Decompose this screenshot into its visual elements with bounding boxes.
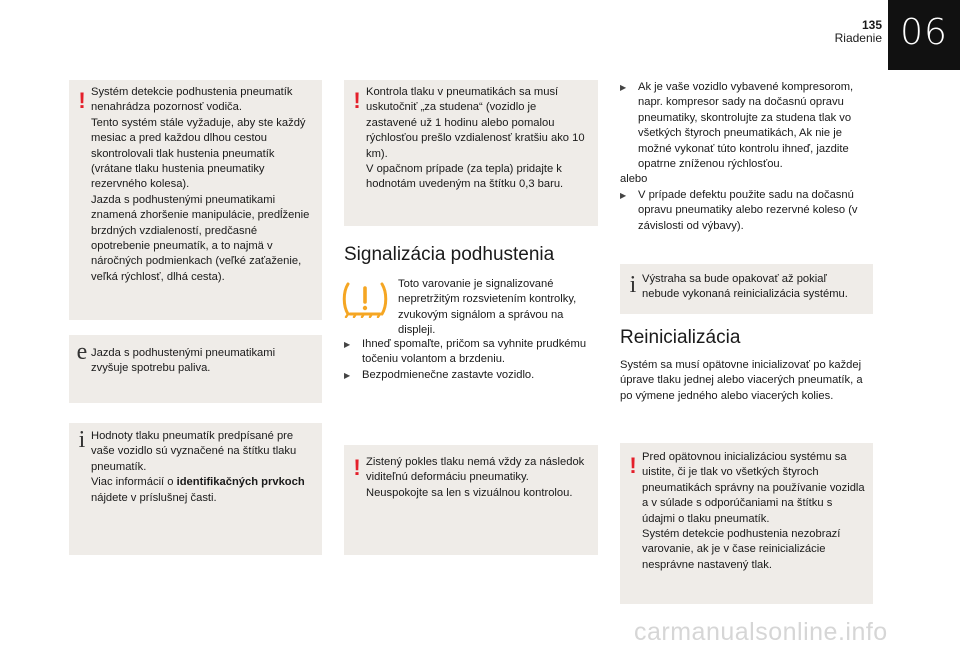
eco-box <box>69 335 322 403</box>
info-text-part2: nájdete v príslušnej časti. <box>91 491 217 504</box>
instruction-repair-kit: ▶ V prípade defektu použite sadu na dočasnú opravu pneumatiky alebo rezervné koleso (v závislosti od výbavy). <box>620 188 878 234</box>
signal-instructions <box>344 337 594 383</box>
instruction-slow-down: ▶ Ihneď spomaľte, pričom sa vyhnite prudkému točeniu volantom a brzdeniu. <box>344 337 594 368</box>
info-box-pressure-values <box>69 423 322 555</box>
warning-box-text: Pred opätovnou inicializáciou systému sa uistite, či je tlak vo všetkých štyroch pneumatikách správny na používanie vozidla a v súlade s odporúčaniami na štítku s údajmi o tlaku pneumatík. Systém detekcie podhustenia nezobrazí varovanie, ak je v čase reinicializácie nesprávne nastavený tlak. <box>642 451 865 571</box>
heading-reinitialization: Reinicializácia <box>620 327 741 348</box>
info-text-part1: Hodnoty tlaku pneumatík predpísané pre vaše vozidlo sú vyznačené na štítku tlaku pneumatík. Viac informácií o <box>91 430 297 489</box>
right-instructions <box>620 80 878 234</box>
tire-pressure-warning-icon <box>342 280 388 318</box>
warning-box-cold-check <box>344 80 598 226</box>
warning-box-text: Systém detekcie podhustenia pneumatík nenahrádza pozornosť vodiča. Tento systém stále vyžaduje, aby ste každý mesiac a pred každou dlhou cestou skontrolovali tlak hustenia pneumatík (vrátane tlaku hustenia pneumatiky rezervného kolesa). Jazda s podhustenými pneumatikami znamená zhoršenie manipulácie, predĺženie brzdných vzdialeností, predčasné opotrebenie pneumatík, a to najmä v náročných podmienkach (veľké zaťaženie, veľká rýchlosť, dlhá cesta). <box>91 86 310 283</box>
warning-box-text: Zistený pokles tlaku nemá vždy za následok viditeľnú deformáciu pneumatiky. Neuspokojte sa len s vizuálnou kontrolou. <box>366 456 585 499</box>
info-box-text <box>91 429 314 506</box>
info-box-repeat-warning <box>620 264 873 314</box>
heading-underinflation-signal: Signalizácia podhustenia <box>344 244 555 265</box>
watermark: carmanualsonline.info <box>634 618 888 646</box>
instruction-compressor: ▶ Ak je vaše vozidlo vybavené kompresorom, napr. kompresor sady na dočasnú opravu pneumatiky, skontrolujte za studena tlak vo všetkých štyroch pneumatikách, Ak nie je možné vykonať túto kontrolu ihneď, jazdite opatrne zníženou rýchlosťou. <box>620 80 878 172</box>
eco-leaf-icon: e <box>76 339 88 365</box>
warning-box-detection <box>69 80 322 320</box>
page-number: 135 <box>861 18 882 32</box>
info-text-bold: identifikačných prvkoch <box>176 476 305 489</box>
section-title: Riadenie <box>834 31 882 45</box>
info-box-text: Výstraha sa bude opakovať až pokiaľ nebude vykonaná reinicializácia systému. <box>642 273 848 301</box>
warning-icon: ! <box>353 88 361 113</box>
info-icon: i <box>629 272 637 298</box>
reinit-description: Systém sa musí opätovne inicializovať po každej úprave tlaku jednej alebo viacerých pneumatík, a po výmene jedného alebo viacerých kolies. <box>620 359 863 402</box>
warning-box-text: Kontrola tlaku v pneumatikách sa musí uskutočniť „za studena“ (vozidlo je zastavené už 1 hodinu alebo pomalou rýchlosťou prešlo vzdialenosť kratšiu ako 10 km). V opačnom prípade (za tepla) pridajte k hodnotám uvedeným na štítku 0,3 baru. <box>366 86 585 191</box>
instruction-stop-vehicle: ▶ Bezpodmienečne zastavte vozidlo. <box>344 368 594 383</box>
warning-icon: ! <box>78 88 86 113</box>
warning-icon: ! <box>353 455 361 480</box>
signal-description: Toto varovanie je signalizované nepretržitým rozsvietením kontrolky, zvukovým signálom a správou na displeji. <box>398 278 577 337</box>
warning-box-visual-check <box>344 445 598 555</box>
eco-box-text: Jazda s podhustenými pneumatikami zvyšuje spotrebu paliva. <box>91 347 276 375</box>
alternative-label: alebo <box>620 173 648 186</box>
chapter-tab: 06 <box>888 0 960 70</box>
warning-box-reinit <box>620 443 873 604</box>
info-icon: i <box>78 427 86 453</box>
warning-icon: ! <box>629 453 637 478</box>
